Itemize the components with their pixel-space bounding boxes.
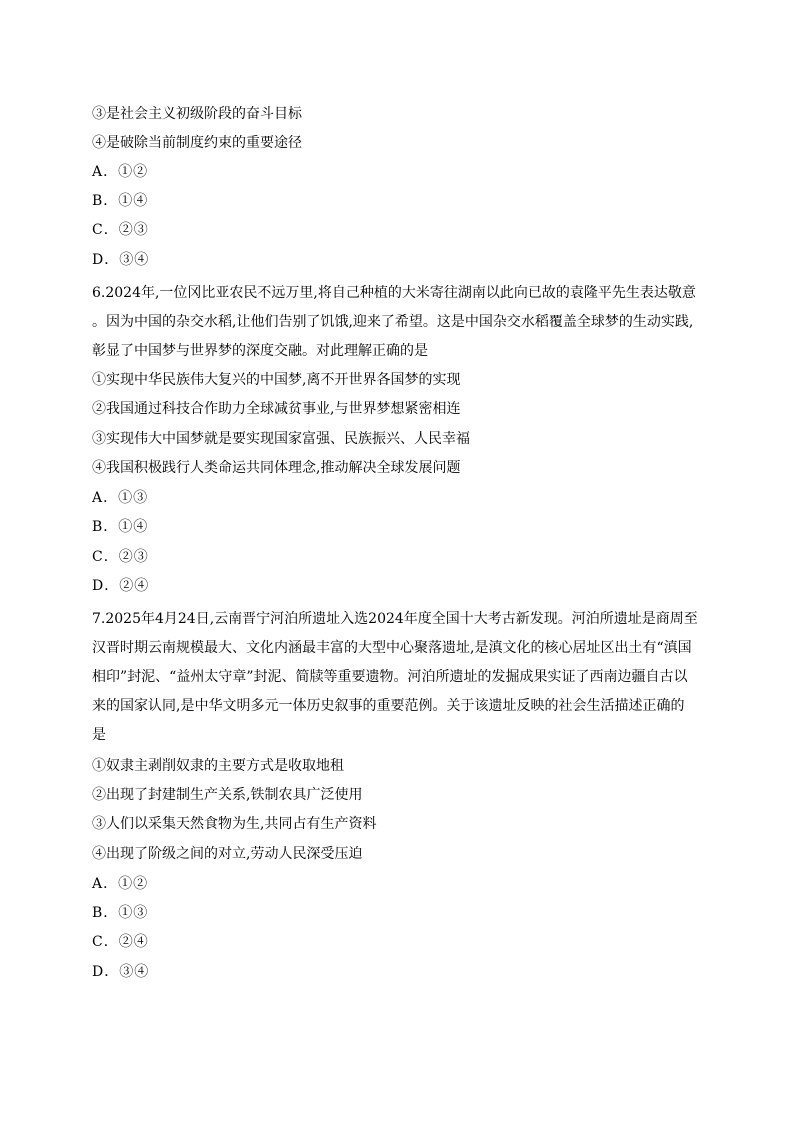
q6-stem-line-1: 6.2024年,一位冈比亚农民不远万里,将自己种植的大米寄往湖南以此向已故的袁隆平先生表达敬意 — [92, 285, 696, 301]
q7-stem-line-1: 7.2025年4月24日,云南晋宁河泊所遗址入选2024年度全国十大考古新发现。河泊所遗址是商周至 — [92, 611, 698, 627]
option-a: A．①② — [92, 164, 149, 180]
q6-stem-line-2: 。因为中国的杂交水稻,让他们告别了饥饿,迎来了希望。这是中国杂交水稻覆盖全球梦的生动实践, — [92, 314, 694, 330]
q7-stem-line-3: 相印”封泥、“益州太守章”封泥、简牍等重要遗物。河泊所遗址的发掘成果实证了西南边疆自古以 — [92, 669, 688, 685]
statement-3: ③是社会主义初级阶段的奋斗目标 — [92, 106, 302, 122]
q6-option-a: A．①③ — [92, 490, 149, 506]
q7-statement-4: ④出现了阶级之间的对立,劳动人民深受压迫 — [92, 846, 363, 862]
q7-option-a: A．①② — [92, 876, 149, 892]
option-c: C．②③ — [92, 222, 149, 238]
q6-statement-2: ②我国通过科技合作助力全球减贫事业,与世界梦想紧密相连 — [92, 401, 461, 417]
q7-option-b: B．①③ — [92, 905, 149, 921]
q6-option-d: D．②④ — [92, 578, 150, 594]
q6-statement-1: ①实现中华民族伟大复兴的中国梦,离不开世界各国梦的实现 — [92, 372, 461, 388]
q6-statement-4: ④我国积极践行人类命运共同体理念,推动解决全球发展问题 — [92, 460, 461, 476]
option-b: B．①④ — [92, 193, 149, 209]
q6-option-c: C．②③ — [92, 549, 149, 565]
q7-statement-1: ①奴隶主剥削奴隶的主要方式是收取地租 — [92, 758, 344, 774]
option-d: D．③④ — [92, 252, 150, 268]
statement-4: ④是破除当前制度约束的重要途径 — [92, 135, 302, 151]
q7-stem-line-4: 来的国家认同,是中华文明多元一体历史叙事的重要范例。关于该遗址反映的社会生活描述正确的 — [92, 698, 685, 714]
q7-statement-2: ②出现了封建制生产关系,铁制农具广泛使用 — [92, 787, 363, 803]
q7-option-c: C．②④ — [92, 934, 149, 950]
q6-statement-3: ③实现伟大中国梦就是要实现国家富强、民族振兴、人民幸福 — [92, 431, 470, 447]
q7-option-d: D．③④ — [92, 964, 150, 980]
q7-stem-line-2: 汉晋时期云南规模最大、文化内涵最丰富的大型中心聚落遗址,是滇文化的核心居址区出土有“滇国 — [92, 640, 692, 656]
q6-stem-line-3: 彰显了中国梦与世界梦的深度交融。对此理解正确的是 — [92, 343, 428, 359]
q6-option-b: B．①④ — [92, 519, 149, 535]
q7-stem-line-5: 是 — [92, 727, 106, 743]
q7-statement-3: ③人们以采集天然食物为生,共同占有生产资料 — [92, 816, 377, 832]
